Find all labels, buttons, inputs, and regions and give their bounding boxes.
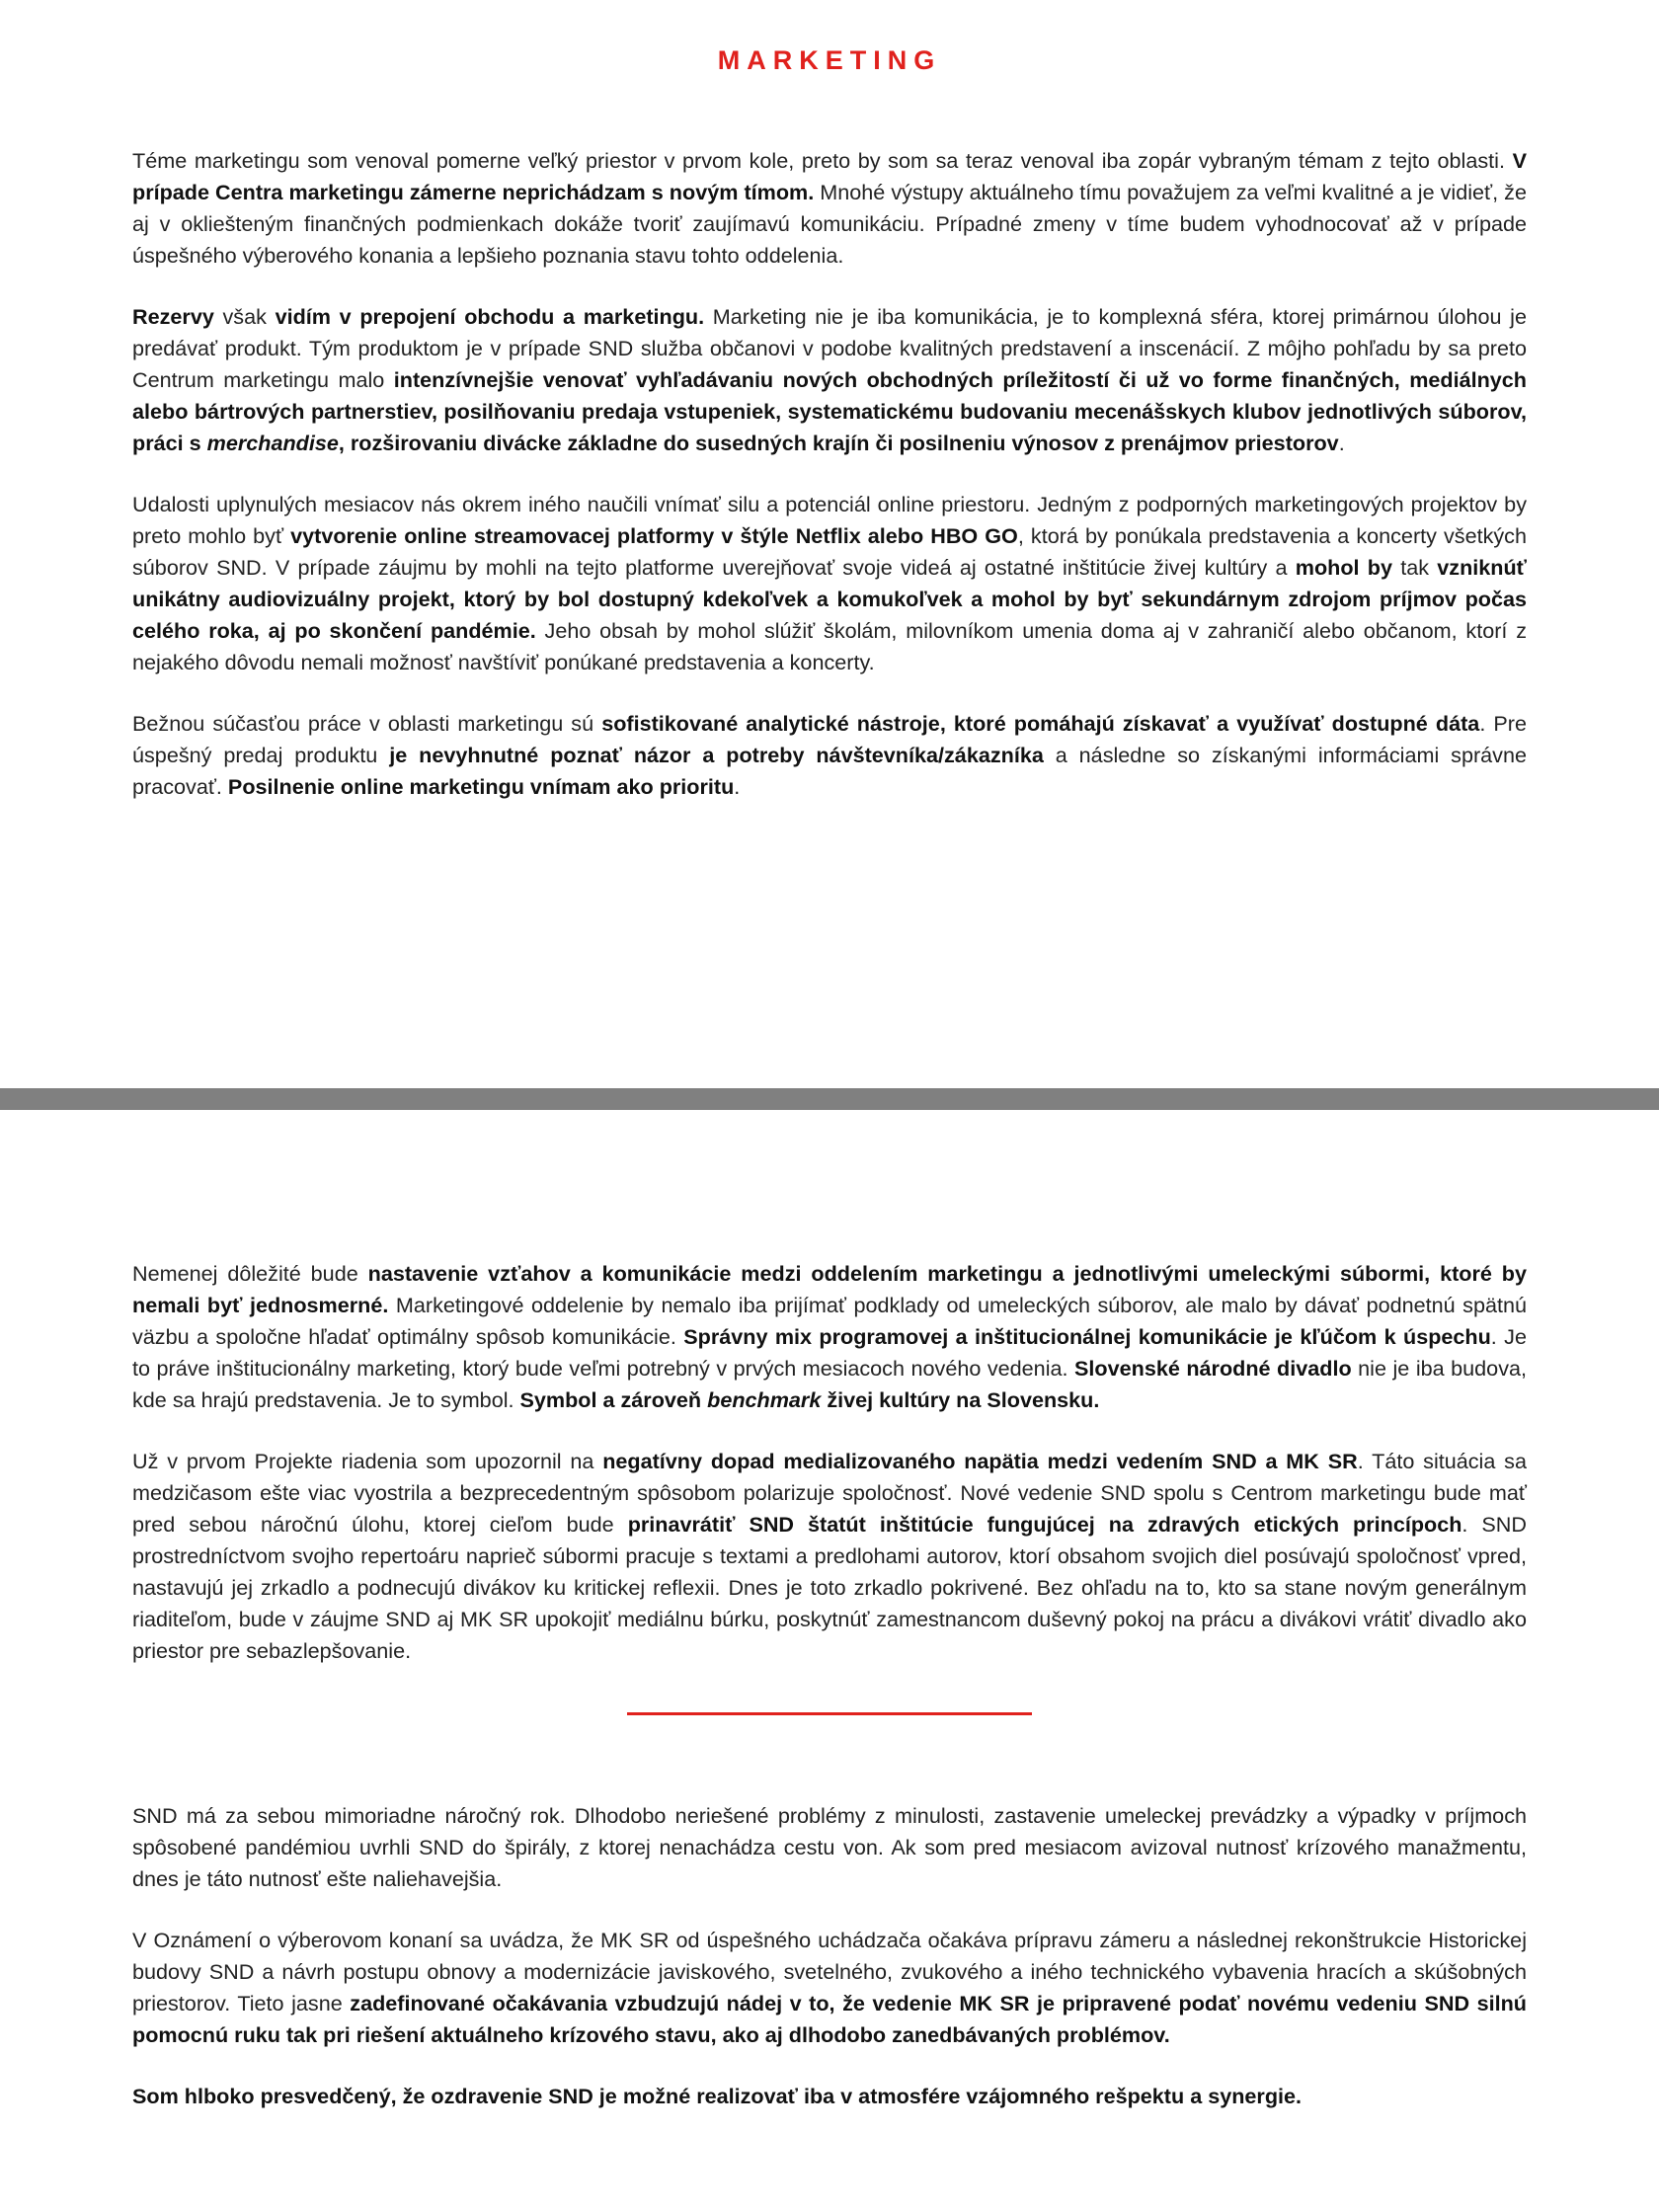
paragraph-crisis-year (132, 1800, 1527, 1895)
paragraph-department-relations (132, 1258, 1527, 1416)
bold-run: Správny mix programovej a inštitucionálnej komunikácie je kľúčom k úspechu (683, 1324, 1491, 1349)
bold-run: vidím v prepojení obchodu a marketingu. (275, 304, 705, 329)
bold-italic-run (707, 1387, 821, 1412)
paragraph-closing-statement (132, 2081, 1527, 2112)
document-page-1 (0, 0, 1659, 1088)
text-run: Marketing nie je iba komunikácia, je to komplexná sféra, ktorej primárnou úlohou je predávať produkt. Tým produktom je v prípade SND služba občanovi v podobe kvalitných predstavení a inscenácií. Z môjho pohľadu by sa preto Centrum marketingu malo (132, 304, 1527, 392)
bold-run: V prípade Centra marketingu zámerne neprichádzam s novým tímom. (132, 148, 1527, 204)
bold-run: Rezervy (132, 304, 214, 329)
italic-run: benchmark (707, 1387, 822, 1412)
bold-run: nastavenie vzťahov a komunikácie medzi oddelením marketingu a jednotlivými umeleckými súbormi, ktoré by nemali byť jednosmerné. (132, 1261, 1528, 1317)
text-run: nie je iba budova, kde sa hrajú predstavenia. Je to symbol. (132, 1356, 1527, 1412)
bold-run: je nevyhnutné poznať názor a potreby návštevníka/zákazníka (389, 743, 1044, 767)
text-run: SND má za sebou mimoriadne náročný rok. Dlhodobo neriešené problémy z minulosti, zastavenie umeleckej prevádzky a výpadky v príjmoch spôsobené pandémiou uvrhli SND do špirály, z ktorej nenachádza cestu von. Ak som pred mesiacom avizoval nutnosť krízového manažmentu, dnes je táto nutnosť ešte naliehavejšia. (132, 1803, 1527, 1891)
bold-run: prinavrátiť SND štatút inštitúcie fungujúcej na zdravých etických princípoch (627, 1512, 1462, 1537)
text-run: . (734, 774, 741, 799)
text-run: však (213, 304, 276, 329)
bold-run: živej kultúry na Slovensku. (821, 1387, 1100, 1412)
bold-italic-run (207, 431, 339, 455)
text-run: Nemenej dôležité bude (132, 1261, 368, 1286)
text-run: Marketingové oddelenie by nemalo iba prijímať podklady od umeleckých súborov, ale malo by dávať podnetnú spätnú väzbu a spoločne hľadať optimálny spôsob komunikácie. (132, 1293, 1527, 1349)
paragraph-analytics (132, 708, 1527, 803)
bold-run: negatívny dopad medializovaného napätia medzi vedením SND a MK SR (602, 1449, 1358, 1473)
text-run: a následne so získanými informáciami správne pracovať. (132, 743, 1527, 799)
italic-run: merchandise (206, 431, 339, 455)
paragraph-marketing-intro (132, 145, 1527, 272)
text-run: , ktorá by ponúkala predstavenia a koncerty všetkých súborov SND. V prípade záujmu by mohli na tejto platforme uverejňovať svoje videá aj ostatné inštitúcie živej kultúry a (132, 523, 1527, 580)
text-run: Udalosti uplynulých mesiacov nás okrem iného naučili vnímať silu a potenciál online priestoru. Jedným z podporných marketingových projektov by preto mohlo byť (132, 492, 1527, 548)
page-separator (0, 1088, 1659, 1110)
text-run: . Je to práve inštitucionálny marketing, ktorý bude veľmi potrebný v prvých mesiacoch nového vedenia. (132, 1324, 1527, 1381)
bold-run: vzniknúť unikátny audiovizuálny projekt, ktorý by bol dostupný kdekoľvek a komukoľvek a mohol by byť sekundárnym zdrojom príjmov počas celého roka, aj po skončení pandémie. (132, 555, 1527, 643)
bold-run: , rozširovaniu divácke základne do susedných krajín či posilneniu výnosov z prenájmov priestorov (338, 431, 1339, 455)
text-run: Téme marketingu som venoval pomerne veľký priestor v prvom kole, preto by som sa teraz venoval iba zopár vybraným témam z tejto oblasti. (132, 148, 1513, 173)
page-title: MARKETING (717, 45, 942, 75)
paragraph-selection-notice (132, 1925, 1527, 2051)
bold-run: Som hlboko presvedčený, že ozdravenie SND je možné realizovať iba v atmosfére vzájomného rešpektu a synergie. (132, 2084, 1303, 2108)
paragraph-reserves (132, 301, 1527, 459)
bold-run: intenzívnejšie venovať vyhľadávaniu nových obchodných príležitostí či už vo forme finančných, mediálnych alebo bártrových partnerstiev, posilňovaniu predaja vstupeniek, systematickému budovaniu mecenášskych klubov jednotlivých súborov, práci s (132, 367, 1527, 455)
bold-run: mohol by (1295, 555, 1392, 580)
bold-run: Symbol a zároveň (519, 1387, 708, 1412)
section-divider (627, 1712, 1032, 1715)
text-run: . Pre úspešný predaj produktu (132, 711, 1527, 767)
bold-run: zadefinované očakávania vzbudzujú nádej v to, že vedenie MK SR je pripravené podať novému vedeniu SND silnú pomocnú ruku tak pri riešení aktuálneho krízového stavu, ako aj dlhodobo zanedbávaných problémov. (132, 1991, 1527, 2047)
bold-run: Posilnenie online marketingu vnímam ako prioritu (227, 774, 735, 799)
text-run: Jeho obsah by mohol slúžiť školám, milovníkom umenia doma aj v zahraničí alebo občanom, ktorí z nejakého dôvodu nemali možnosť navštíviť ponúkané predstavenia a koncerty. (132, 618, 1527, 674)
paragraph-streaming-platform (132, 489, 1527, 678)
paragraph-media-tension (132, 1446, 1527, 1667)
text-run: tak (1391, 555, 1438, 580)
bold-run: vytvorenie online streamovacej platformy v štýle Netflix alebo HBO GO (290, 523, 1018, 548)
text-run: Už v prvom Projekte riadenia som upozornil na (132, 1449, 603, 1473)
text-run: V Oznámení o výberovom konaní sa uvádza, že MK SR od úspešného uchádzača očakáva prípravu zámeru a následnej rekonštrukcie Historickej budovy SND a návrh postupu obnovy a modernizácie javiskového, svetelného, zvukového a iného technického vybavenia hracích a skúšobných priestorov. Tieto jasne (132, 1928, 1527, 2015)
bold-run: sofistikované analytické nástroje, ktoré pomáhajú získavať a využívať dostupné dáta (601, 711, 1480, 736)
text-run: . Táto situácia sa medzičasom ešte viac vyostrila a bezprecedentným spôsobom polarizuje spoločnosť. Nové vedenie SND spolu s Centrom marketingu bude mať pred sebou náročnú úlohu, ktorej cieľom bude (132, 1449, 1527, 1537)
text-run: . SND prostredníctvom svojho repertoáru naprieč súbormi pracuje s textami a predlohami autorov, ktorí obsahom svojich diel posúvajú spoločnosť vpred, nastavujú jej zrkadlo a podnecujú divákov ku kritickej reflexii. Dnes je toto zrkadlo pokrivené. Bez ohľadu na to, kto sa stane novým generálnym riaditeľom, bude v záujme SND aj MK SR upokojiť mediálnu búrku, poskytnúť zamestnancom duševný pokoj na prácu a divákovi vrátiť divadlo ako priestor pre sebazlepšovanie. (132, 1512, 1528, 1663)
document-page-2 (0, 1110, 1659, 2212)
text-run: Bežnou súčasťou práce v oblasti marketingu sú (132, 711, 602, 736)
text-run: . (1338, 431, 1345, 455)
bold-run: Slovenské národné divadlo (1074, 1356, 1352, 1381)
text-run: Mnohé výstupy aktuálneho tímu považujem za veľmi kvalitné a je vidieť, že aj v okliešteným finančných podmienkach dokáže tvoriť zaujímavú komunikáciu. Prípadné zmeny v tíme budem vyhodnocovať až v prípade úspešného výberového konania a lepšieho poznania stavu tohto oddelenia. (132, 180, 1527, 268)
